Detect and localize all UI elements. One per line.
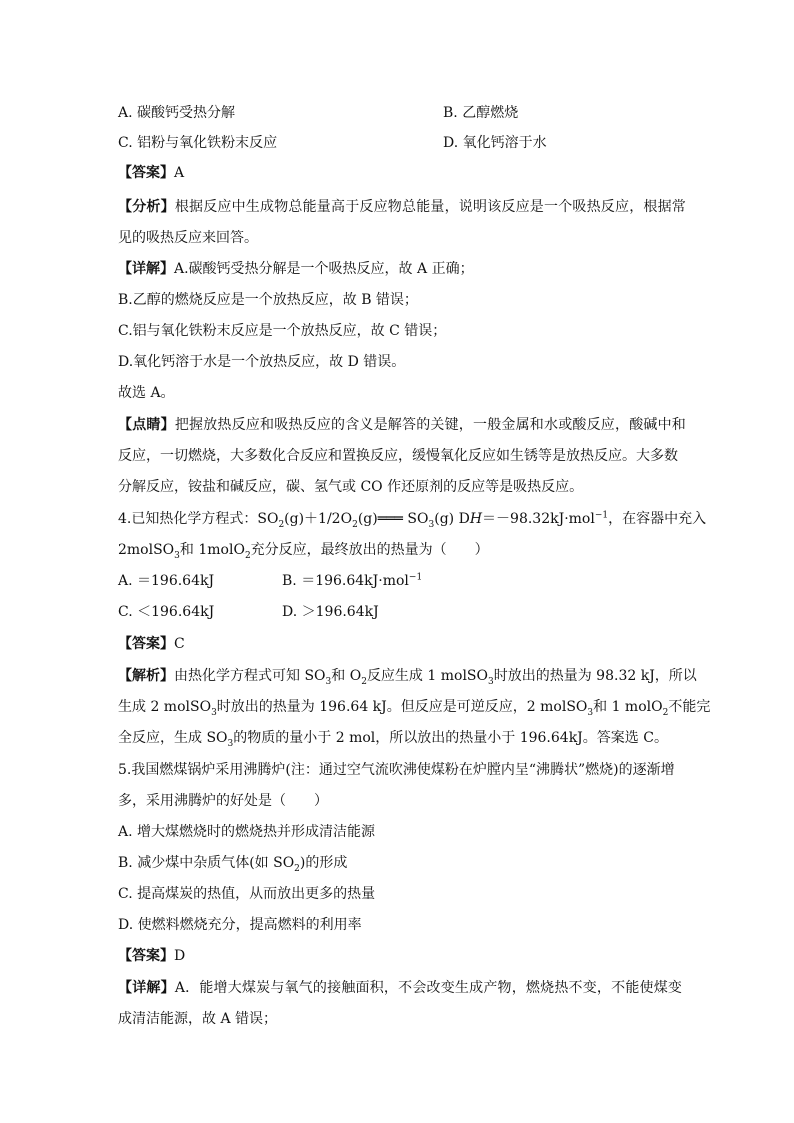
q3-detail-line-1 xyxy=(118,259,474,279)
subscript: 3 xyxy=(174,550,180,561)
answer-tag: 【答案】 xyxy=(118,165,174,181)
subscript: 3 xyxy=(325,676,332,687)
comment-text: 把握放热反应和吸热反应的含义是解答的关键，一般金属和水或酸反应，酸碱中和 xyxy=(174,417,687,433)
text: 和 O xyxy=(331,668,362,684)
q3-analysis-line-2: 见的吸热反应来回答。 xyxy=(118,230,258,246)
subscript: 2 xyxy=(278,519,285,530)
text: H xyxy=(469,511,483,527)
q3-detail-line-3: C.铝与氧化铁粉末反应是一个放热反应，故 C 错误； xyxy=(118,323,447,339)
q5-stem-line-2: 多，采用沸腾炉的好处是（ ） xyxy=(118,793,328,809)
text: (g)═══ SO xyxy=(357,511,429,527)
detail-tag: 【详解】 xyxy=(118,261,174,277)
q4-option-b xyxy=(282,571,422,591)
q3-detail-line-2: B.乙醇的燃烧反应是一个放热反应，故 B 错误； xyxy=(118,292,418,308)
q3-option-c: C. 铝粉与氧化铁粉末反应 xyxy=(118,135,278,151)
subscript: 2 xyxy=(352,519,358,530)
subscript: 3 xyxy=(428,519,435,530)
q3-option-a: A. 碳酸钙受热分解 xyxy=(118,105,236,121)
q4-stem-line-2 xyxy=(118,540,489,560)
answer-value: C xyxy=(174,636,185,652)
superscript: −1 xyxy=(408,572,423,583)
answer-tag: 【答案】 xyxy=(118,948,174,964)
text: 的物质的量小于 2 mol，所以放出的热量小于 196.64kJ。答案选 C。 xyxy=(233,730,668,746)
q3-comment-line-2: 反应，一切燃烧，大多数化合反应和置换反应，缓慢氧化反应如生锈等是放热反应。大多数 xyxy=(118,448,678,464)
q5-option-a: A. 增大煤燃烧时的燃烧热并形成清洁能源 xyxy=(118,824,376,840)
text: 时放出的热量为 196.64 kJ。但反应是可逆反应，2 molSO xyxy=(216,699,588,715)
q5-detail-line-1 xyxy=(118,978,682,998)
q4-explanation-line-1 xyxy=(118,666,697,686)
subscript: 3 xyxy=(227,738,234,749)
text: 反应生成 1 molSO xyxy=(366,668,488,684)
analysis-tag: 【分析】 xyxy=(118,199,175,215)
subscript: 3 xyxy=(587,707,594,718)
answer-value: A xyxy=(174,165,185,181)
text: 全反应，生成 SO xyxy=(118,730,228,746)
text: (g) D xyxy=(434,511,470,527)
subscript: 2 xyxy=(662,707,669,718)
q5-option-d: D. 使燃料燃烧充分，提高燃料的利用率 xyxy=(118,917,362,933)
text: (g)＋1/2O xyxy=(284,511,353,527)
detail-text: A.碳酸钙受热分解是一个吸热反应，故 A 正确； xyxy=(174,261,474,277)
q3-conclusion: 故选 A。 xyxy=(118,385,175,401)
q3-option-d: D. 氧化钙溶于水 xyxy=(443,135,547,151)
superscript: −1 xyxy=(594,510,609,521)
explanation-tag: 【解析】 xyxy=(118,668,174,684)
text: 4.已知热化学方程式：SO xyxy=(118,511,279,527)
text: 和 1 molO xyxy=(593,699,663,715)
answer-value: D xyxy=(174,948,186,964)
text: 2molSO xyxy=(118,542,175,558)
q4-option-c: C. ＜196.64kJ xyxy=(118,604,215,620)
q3-answer xyxy=(118,163,184,183)
q4-explanation-line-3 xyxy=(118,728,668,748)
subscript: 3 xyxy=(211,707,217,718)
detail-text: A．能增大煤炭与氧气的接触面积，不会改变生成产物，燃烧热不变，不能使煤变 xyxy=(174,980,683,996)
subscript: 2 xyxy=(244,550,251,561)
q5-stem-line-1: 5.我国燃煤锅炉采用沸腾炉(注：通过空气流吹沸使煤粉在炉膛内呈“沸腾状”燃烧)的逐渐增 xyxy=(118,762,675,778)
text: )的形成 xyxy=(299,855,348,871)
q5-answer xyxy=(118,946,185,966)
q3-comment-line-3: 分解反应，铵盐和碱反应，碳、氢气或 CO 作还原剂的反应等是吸热反应。 xyxy=(118,479,584,495)
analysis-text: 根据反应中生成物总能量高于反应物总能量，说明该反应是一个吸热反应，根据常 xyxy=(174,199,687,215)
text: ＝－98.32kJ·mol xyxy=(482,511,595,527)
q3-detail-line-4: D.氧化钙溶于水是一个放热反应，故 D 错误。 xyxy=(118,354,406,370)
q3-option-b: B. 乙醇燃烧 xyxy=(443,105,519,121)
text: B. 减少煤中杂质气体(如 SO xyxy=(118,855,295,871)
text: B. ＝196.64kJ·mol xyxy=(282,573,409,589)
q3-analysis-line-1 xyxy=(118,197,686,217)
subscript: 3 xyxy=(488,676,494,687)
subscript: 2 xyxy=(361,676,367,687)
q4-answer xyxy=(118,634,185,654)
text: 时放出的热量为 98.32 kJ，所以 xyxy=(493,668,697,684)
comment-tag: 【点睛】 xyxy=(118,417,175,433)
q4-option-a: A. ＝196.64kJ xyxy=(118,573,215,589)
text: ，在容器中充入 xyxy=(608,511,707,527)
detail-tag: 【详解】 xyxy=(118,980,175,996)
q5-option-c: C. 提高煤炭的热值，从而放出更多的热量 xyxy=(118,886,376,902)
q5-detail-line-2: 成清洁能源，故 A 错误； xyxy=(118,1011,278,1027)
text: 不能完 xyxy=(668,699,711,715)
text: 充分反应，最终放出的热量为（ ） xyxy=(250,542,489,558)
text: 生成 2 molSO xyxy=(118,699,212,715)
subscript: 2 xyxy=(294,863,300,874)
answer-tag: 【答案】 xyxy=(118,636,174,652)
q5-option-b xyxy=(118,853,347,873)
q4-stem-line-1 xyxy=(118,509,706,529)
text: 由热化学方程式可知 SO xyxy=(174,668,326,684)
q4-explanation-line-2 xyxy=(118,697,710,717)
q4-option-d: D. ＞196.64kJ xyxy=(282,604,379,620)
text: 和 1molO xyxy=(179,542,245,558)
q3-comment-line-1 xyxy=(118,415,686,435)
